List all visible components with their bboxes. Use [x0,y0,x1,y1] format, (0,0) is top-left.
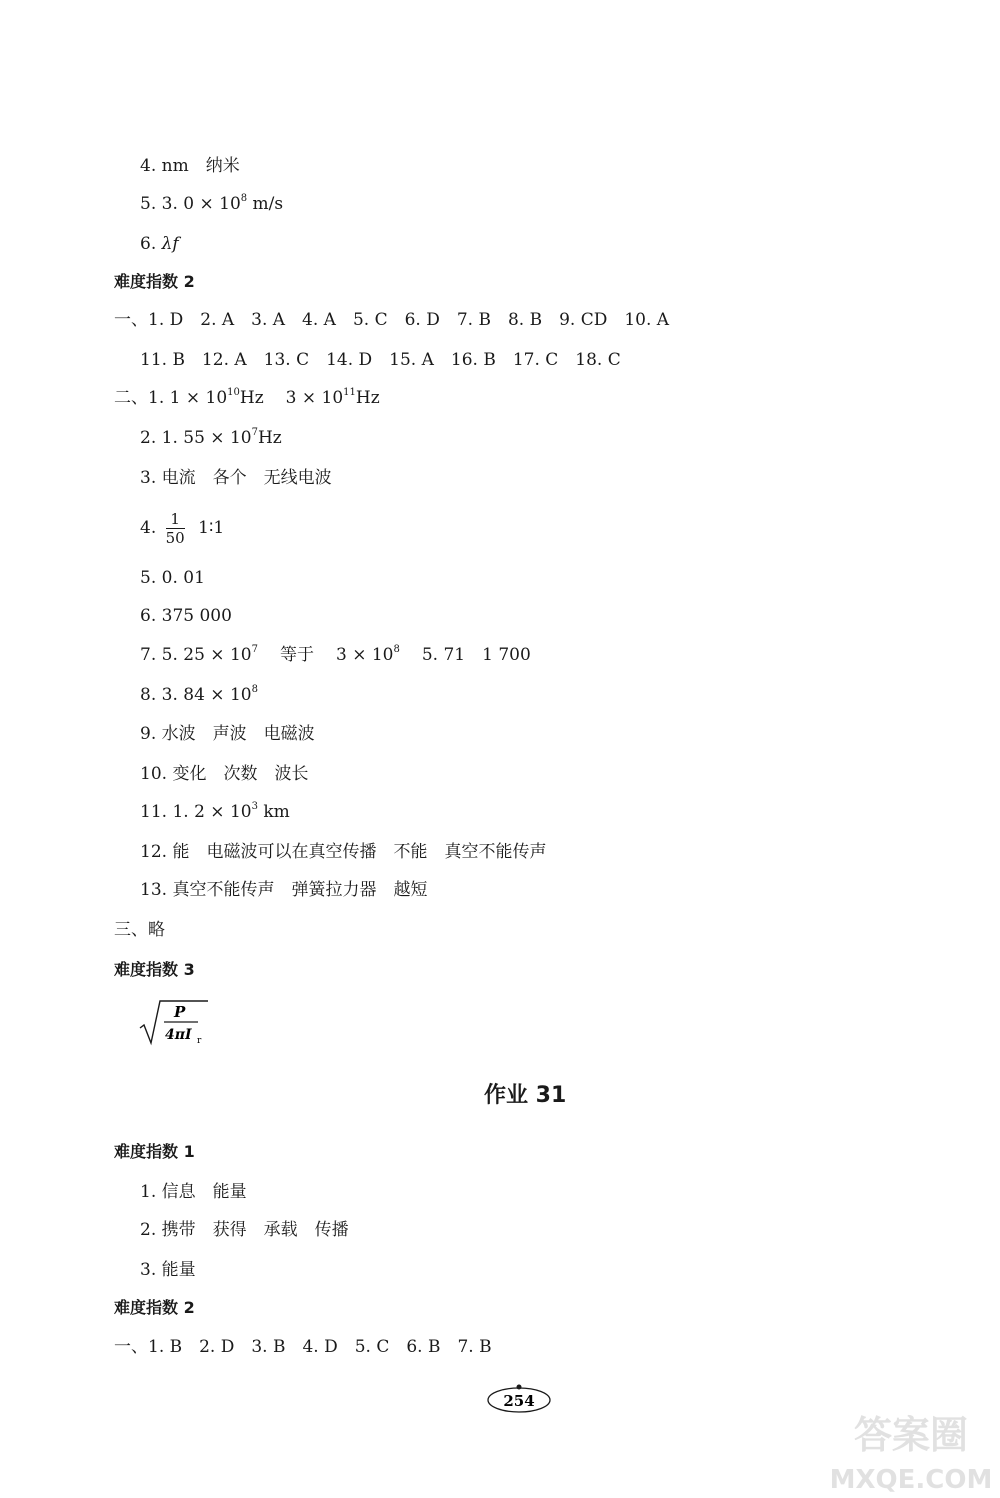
answer-item: 2. 携带 获得 承载 传播 [140,1220,349,1240]
fill-answer-8: 8. 3. $84 \times 10^8$ [140,684,258,705]
formula-denominator: 4πI [165,1027,192,1043]
fill-answer-5: 5. 0. 01 [140,568,205,588]
answer-5: 5. 3. $0 \times 10^8$ m/s [140,193,284,214]
assignment-title: 作业 31 [484,1083,567,1108]
fill-answer-9: 9. 水波 声波 电磁波 [140,724,315,744]
fill-answer-3: 3. 电流 各个 无线电波 [140,468,332,488]
choice-answers-row: 11. B 12. A 13. C 14. D 15. A 16. B 17. C 18. C [140,350,621,370]
fill-answer-10: 10. 变化 次数 波长 [140,764,309,784]
fill-answer-4: 4. $\frac{1}{50}$ 1∶1 [140,510,225,547]
formula-subscript: r [197,1036,202,1046]
part-3-answer: 三、略 [114,920,165,940]
choice-answers-row: 一、1. D 2. A 3. A 4. A 5. C 6. D 7. B 8. B 9. CD 10. A [114,310,670,330]
fill-answer-2: 2. 1. $55 \times 10^7Hz$ [140,427,282,448]
svg-text:答案圈: 答案圈 [853,1413,969,1457]
answer-item: 1. 信息 能量 [140,1182,247,1202]
answer-6: 6. λf [140,234,179,254]
fill-answer-12: 12. 能 电磁波可以在真空传播 不能 真空不能传声 [140,842,547,862]
difficulty-heading: 难度指数 2 [114,1298,195,1317]
svg-text:254: 254 [503,1392,535,1410]
difficulty-heading: 难度指数 3 [114,960,195,979]
svg-text:MXQE.COM: MXQE.COM [829,1465,993,1495]
choice-answers-row: 一、1. B 2. D 3. B 4. D 5. C 6. B 7. B [114,1337,492,1357]
answer-item: 3. 能量 [140,1260,196,1280]
difficulty-heading: 难度指数 1 [114,1142,195,1161]
difficulty-heading: 难度指数 2 [114,272,195,291]
fill-answer-13: 13. 真空不能传声 弹簧拉力器 越短 [140,880,428,900]
fill-answer-7: 7. 5. $25 \times 10^7$ 等于 $3 \times 10^8$ 5. 71 1 700 [140,644,531,665]
sqrt-formula [138,998,210,1046]
fill-answer-6: 6. 375 000 [140,606,232,626]
fill-answer-1: 二、1. $1 \times 10^{10}Hz$ $3 \times 10^{11}Hz$ [114,387,380,408]
answer-4: 4. nm 纳米 [140,156,240,176]
watermark-logo [826,1404,996,1496]
fill-answer-11: 11. 1. $2 \times 10^3$ km [140,801,290,822]
page-number [486,1384,552,1414]
formula-numerator: P [174,1003,186,1021]
fraction: $\frac{1}{50}$ [165,510,185,547]
